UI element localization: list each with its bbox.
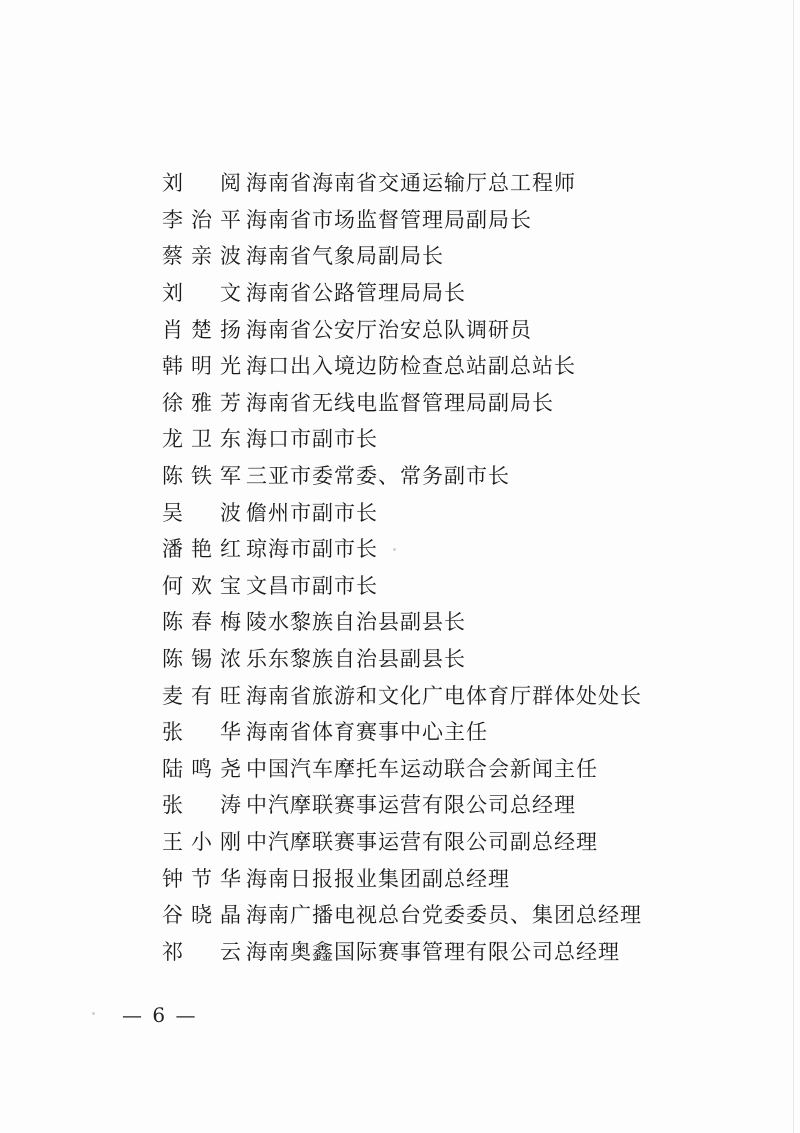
- list-item: [162, 457, 722, 494]
- list-item: [162, 384, 722, 421]
- member-title: 中汽摩联赛事运营有限公司总经理: [246, 793, 576, 818]
- list-item: [162, 859, 722, 896]
- list-item: [162, 640, 722, 677]
- member-list: [162, 164, 722, 969]
- member-name: 刘 文: [162, 281, 242, 306]
- list-item: [162, 896, 722, 933]
- scan-edge-line: [793, 0, 794, 1133]
- member-title: 海南日报报业集团副总经理: [246, 866, 510, 891]
- member-title: 海南奥鑫国际赛事管理有限公司总经理: [246, 939, 620, 964]
- member-name: 张 华: [162, 720, 242, 745]
- list-item: [162, 274, 722, 311]
- list-item: [162, 237, 722, 274]
- member-name: 吴 波: [162, 500, 242, 525]
- member-title: 海南省公路管理局局长: [246, 281, 466, 306]
- list-item: [162, 823, 722, 860]
- member-name: 麦有旺: [162, 683, 242, 708]
- member-name: 肖楚扬: [162, 317, 242, 342]
- member-title: 文昌市副市长: [246, 573, 378, 598]
- member-title: 海南省市场监督管理局副局长: [246, 207, 532, 232]
- list-item: [162, 932, 722, 969]
- member-title: 海南省海南省交通运输厅总工程师: [246, 171, 576, 196]
- member-title: 海南省旅游和文化广电体育厅群体处处长: [246, 683, 642, 708]
- member-name: 陆鸣尧: [162, 756, 242, 781]
- scan-speck: [92, 1012, 95, 1015]
- member-title: 三亚市委常委、常务副市长: [246, 464, 510, 489]
- member-name: 刘 阅: [162, 171, 242, 196]
- list-item: [162, 750, 722, 787]
- member-name: 谷晓晶: [162, 903, 242, 928]
- member-name: 王小刚: [162, 829, 242, 854]
- member-name: 陈锡浓: [162, 647, 242, 672]
- member-name: 潘艳红: [162, 537, 242, 562]
- member-title: 海南省无线电监督管理局副局长: [246, 390, 554, 415]
- member-name: 何欢宝: [162, 573, 242, 598]
- member-title: 海南省气象局副局长: [246, 244, 444, 269]
- list-item: [162, 786, 722, 823]
- member-title: 儋州市副市长: [246, 500, 378, 525]
- list-item: [162, 164, 722, 201]
- member-title: 海口市副市长: [246, 427, 378, 452]
- member-name: 蔡亲波: [162, 244, 242, 269]
- list-item: [162, 420, 722, 457]
- member-title: 海南省公安厅治安总队调研员: [246, 317, 532, 342]
- member-name: 祁 云: [162, 939, 242, 964]
- list-item: [162, 310, 722, 347]
- list-item: [162, 347, 722, 384]
- member-title: 海口出入境边防检查总站副总站长: [246, 354, 576, 379]
- member-name: 龙卫东: [162, 427, 242, 452]
- member-name: 陈铁军: [162, 464, 242, 489]
- member-name: 钟节华: [162, 866, 242, 891]
- member-name: 张 涛: [162, 793, 242, 818]
- member-title: 中国汽车摩托车运动联合会新闻主任: [246, 756, 598, 781]
- list-item: [162, 713, 722, 750]
- member-title: 陵水黎族自治县副县长: [246, 610, 466, 635]
- list-item: [162, 493, 722, 530]
- member-title: 海南广播电视总台党委委员、集团总经理: [246, 903, 642, 928]
- member-title: 乐东黎族自治县副县长: [246, 647, 466, 672]
- member-title: 琼海市副市长: [246, 537, 378, 562]
- list-item: [162, 603, 722, 640]
- list-item: [162, 676, 722, 713]
- member-name: 李治平: [162, 207, 242, 232]
- page-number: — 6 —: [122, 1003, 198, 1027]
- member-name: 徐雅芳: [162, 390, 242, 415]
- member-title: 中汽摩联赛事运营有限公司副总经理: [246, 829, 598, 854]
- list-item: [162, 530, 722, 567]
- member-name: 韩明光: [162, 354, 242, 379]
- member-title: 海南省体育赛事中心主任: [246, 720, 488, 745]
- list-item: [162, 201, 722, 238]
- list-item: [162, 567, 722, 604]
- member-name: 陈春梅: [162, 610, 242, 635]
